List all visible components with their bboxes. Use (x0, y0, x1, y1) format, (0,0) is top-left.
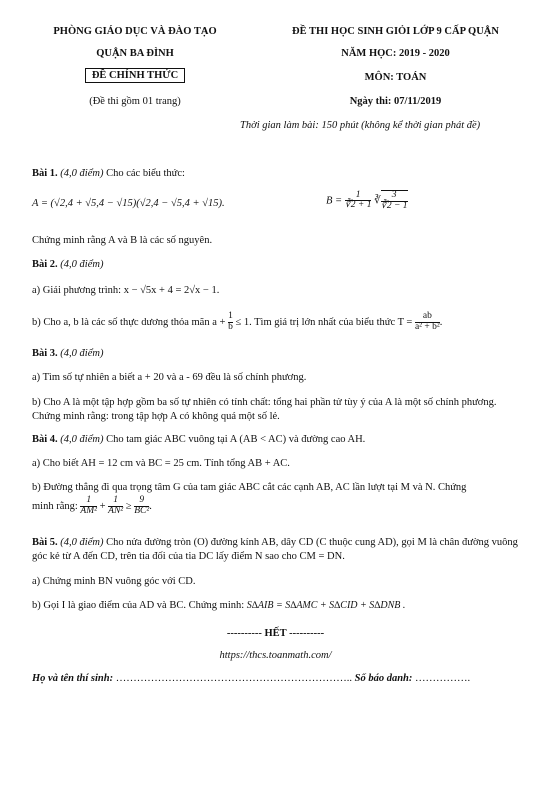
bai5-intro: Cho nửa đường tròn (O) đường kính AB, dây CD (C thuộc cung AD), gọi M là chân đường vuông góc kẻ từ A đến CD, trên tia đối của tia DC lấy điểm N sao cho CM = DN. (32, 537, 518, 562)
bai4-intro: Cho tam giác ABC vuông tại A (AB < AC) và đường cao AH. (106, 434, 366, 445)
expr-b-radicand (381, 190, 408, 212)
bai3-part-a: a) Tìm số tự nhiên a biết a + 20 và a - 69 đều là số chính phương. (32, 372, 307, 383)
district-name: QUẬN BA ĐÌNH (96, 48, 174, 59)
bai3-part-b: b) Cho A là một tập hợp gồm ba số tự nhiên có tính chất: tổng hai phần tử tùy ý của A là một số chính phương. Chứng minh rằng: trong tập hợp A có không quá một số lẻ. (32, 397, 497, 422)
bai5-part-a: a) Chứng minh BN vuông góc với CD. (32, 576, 196, 587)
bai4-b2: minh rằng: (32, 500, 78, 512)
name-dots: ………………………………………………………….. (115, 673, 352, 684)
bai2-title: Bài 2. (32, 259, 58, 270)
bai4-f1-den: AM² (80, 505, 97, 516)
exam-title: ĐỀ THI HỌC SINH GIỎI LỚP 9 CẤP QUẬN (292, 26, 499, 37)
expr-b-rad-num: 3 (391, 190, 397, 200)
bai4-f3-num: 9 (139, 495, 145, 505)
bai1-title: Bài 1. (32, 168, 58, 179)
exam-duration: Thời gian làm bài: 150 phút (không kể thời gian phát đề) (240, 120, 481, 131)
bai3-title: Bài 3. (32, 348, 58, 359)
department-name: PHÒNG GIÁO DỤC VÀ ĐÀO TẠO (53, 26, 217, 37)
bai4-part-b-formula: minh rằng: $\frac{1}{\text{AM²}}$ + $\frac{1}{\text{AN²}}$ ≥ $\frac{9}{\text{BC²}}$ . (32, 495, 152, 516)
bai2-b-frac (228, 312, 233, 333)
bai2-b-T-den: a² + b² (414, 321, 440, 332)
bai1-points: (4,0 điểm) (60, 168, 104, 179)
page-count: (Đề thi gồm 01 trang) (89, 96, 181, 107)
source-url[interactable]: https://thcs.toanmath.com/ (219, 650, 332, 661)
sbd-dots: ……………. (415, 673, 471, 684)
bai4-frac-1 (80, 496, 97, 517)
subject: MÔN: TOÁN (364, 72, 427, 83)
bai2-b-frac-den: b (228, 321, 233, 332)
bai5-b-formula: S∆AIB = S∆AMC + S∆CID + S∆DNB . (246, 600, 406, 611)
bai4-f2-den: AN² (108, 505, 124, 516)
bai3-heading (32, 348, 103, 359)
bai2-b-T-num: ab (422, 311, 432, 321)
bai4-f1-num: 1 (86, 495, 92, 505)
bai4-heading (32, 434, 365, 445)
bai2-b-T (415, 312, 440, 333)
official-stamp (20, 68, 250, 83)
bai4-part-b: b) Đường thẳng đi qua trọng tâm G của tam giác ABC cắt các cạnh AB, AC lần lượt tại M và N. Chứng (32, 482, 467, 493)
bai4-points: (4,0 điểm) (60, 434, 104, 445)
bai2-part-b: b) Cho a, b là các số thực dương thỏa mãn a + $\frac{1}{b}$ ≤ 1. Tìm giá trị lớn nhất của biểu thức T = $\frac{ab}{\text{a² + b²}}$ . (32, 311, 443, 332)
name-label: Họ và tên thí sinh: (32, 673, 114, 684)
sbd-label: Số báo danh: (354, 673, 413, 684)
bai5-points: (4,0 điểm) (60, 537, 104, 548)
bai4-title: Bài 4. (32, 434, 58, 445)
bai4-f3-den: BC² (134, 505, 150, 516)
bai4-part-a: a) Cho biết AH = 12 cm và BC = 25 cm. Tính tổng AB + AC. (32, 458, 290, 469)
bai3-points: (4,0 điểm) (60, 348, 104, 359)
bai4-frac-2 (108, 496, 123, 517)
bai2-b-mid: ≤ 1. Tìm giá trị lớn nhất của biểu thức T = (235, 316, 413, 328)
bai1-expression-b: B = $\frac{1}{∛2 + 1}$ ∛ $\frac{3}{∛2 - 1}$ (326, 189, 408, 211)
official-label: ĐỀ CHÍNH THỨC (85, 68, 185, 83)
bai1-task: Chứng minh rằng A và B là các số nguyên. (32, 235, 213, 246)
expr-b-den: ∛2 + 1 (344, 200, 372, 211)
bai1-expression-a: A = (√2,4 + √5,4 − √15)(√2,4 − √5,4 + √15). (32, 198, 225, 209)
expr-b-rad-den: ∛2 − 1 (380, 200, 408, 211)
bai4-f2-num: 1 (113, 495, 119, 505)
bai1-intro: Cho các biểu thức: (106, 168, 185, 179)
bai2-part-a: a) Giải phương trình: x − √5x + 4 = 2√x − 1. (32, 285, 220, 296)
expr-b-lhs: B = (326, 195, 343, 207)
bai1-heading (32, 168, 185, 179)
bai5-heading (32, 536, 522, 564)
expr-b-num: 1 (355, 189, 361, 200)
bai5-title: Bài 5. (32, 537, 58, 548)
bai2-points: (4,0 điểm) (60, 259, 104, 270)
candidate-info (32, 673, 470, 684)
bai2-heading (32, 259, 103, 270)
bai5-part-b (32, 600, 405, 611)
expr-b-fraction (345, 191, 372, 212)
bai4-frac-3 (134, 496, 149, 517)
end-marker: ---------- HẾT ---------- (226, 628, 325, 639)
school-year: NĂM HỌC: 2019 - 2020 (341, 48, 450, 59)
bai5-b-text: b) Gọi I là giao điểm của AD và BC. Chứng minh: (32, 600, 245, 611)
exam-date: Ngày thi: 07/11/2019 (349, 96, 442, 107)
bai2-b-pre: b) Cho a, b là các số thực dương thỏa mãn a + (32, 316, 226, 328)
bai2-b-frac-num: 1 (228, 311, 233, 321)
